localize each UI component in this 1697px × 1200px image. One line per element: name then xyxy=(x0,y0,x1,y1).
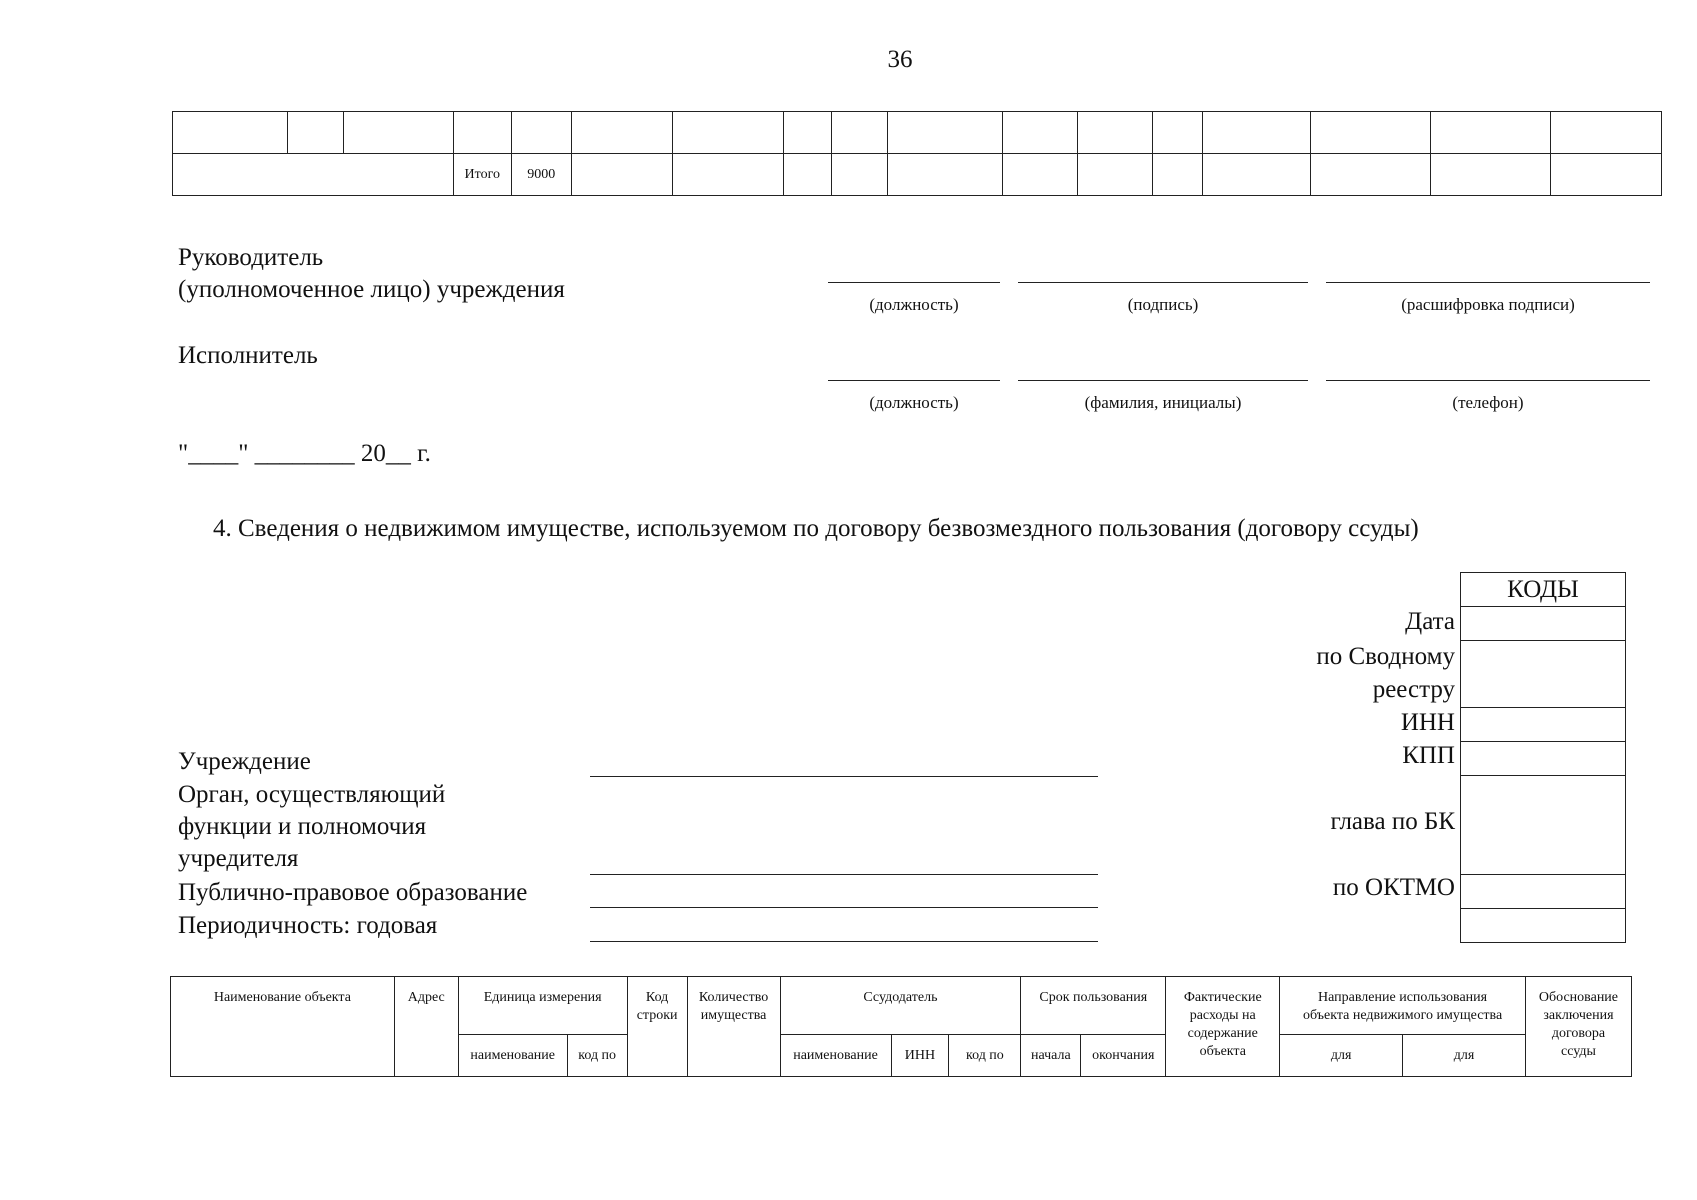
col-expenses xyxy=(1166,977,1280,1077)
institution-line xyxy=(590,776,1098,777)
col-unit: Единица измерения xyxy=(458,977,627,1035)
col-address: Адрес xyxy=(394,977,458,1077)
executor-position-line xyxy=(828,380,1000,381)
section-title: 4. Сведения о недвижимом имуществе, используемом по договору безвозмездного пользования (договору ссуды) xyxy=(213,515,1419,542)
head-label-2: (уполномоченное лицо) учреждения xyxy=(178,276,565,303)
col-basis-3: договора xyxy=(1551,1026,1606,1041)
property-table-header xyxy=(170,976,1632,1077)
position-line xyxy=(828,282,1000,283)
caption-signature-decode: (расшифровка подписи) xyxy=(1401,295,1575,314)
col-row-code xyxy=(627,977,687,1077)
code-chapter-cell xyxy=(1461,776,1626,875)
code-date-cell xyxy=(1461,607,1626,641)
signature-decode-line xyxy=(1326,282,1650,283)
col-basis xyxy=(1525,977,1631,1077)
col-expenses-2: расходы на xyxy=(1189,1008,1256,1023)
total-label: Итого xyxy=(453,154,511,196)
label-organ-2: функции и полномочия xyxy=(178,813,427,840)
total-row xyxy=(173,154,1662,196)
col-expenses-1: Фактические xyxy=(1183,990,1262,1005)
label-kpp: КПП xyxy=(1402,742,1455,769)
executor-name-line xyxy=(1018,380,1308,381)
col-term-start: начала xyxy=(1021,1035,1081,1077)
label-registry-1: по Сводному xyxy=(1316,643,1455,670)
periodicity-line xyxy=(590,941,1098,942)
signature-line xyxy=(1018,282,1308,283)
caption-position: (должность) xyxy=(869,295,959,314)
col-direction-for-1: для xyxy=(1280,1035,1403,1077)
organ-line xyxy=(590,874,1098,875)
top-continuation-table xyxy=(172,111,1662,196)
col-quantity xyxy=(687,977,780,1077)
col-term-end: окончания xyxy=(1081,1035,1166,1077)
caption-executor-phone: (телефон) xyxy=(1452,393,1524,412)
col-lender-name: наименование xyxy=(780,1035,891,1077)
label-organ-1: Орган, осуществляющий xyxy=(178,781,446,808)
col-quantity-1: Количество xyxy=(698,990,769,1005)
col-basis-1: Обоснование xyxy=(1538,990,1619,1005)
col-row-code-2: строки xyxy=(636,1008,678,1023)
label-periodicity: Периодичность: годовая xyxy=(178,912,438,939)
label-institution: Учреждение xyxy=(178,748,311,775)
caption-signature: (подпись) xyxy=(1127,295,1199,314)
code-registry-cell xyxy=(1461,641,1626,708)
codes-table xyxy=(1460,572,1626,943)
col-expenses-4: объекта xyxy=(1199,1044,1246,1059)
code-oktmo-cell xyxy=(1461,875,1626,909)
label-oktmo: по ОКТМО xyxy=(1332,874,1455,901)
head-label: Руководитель xyxy=(178,244,324,271)
col-unit-name: наименование xyxy=(458,1035,567,1077)
col-lender-code: код по xyxy=(949,1035,1021,1077)
caption-executor-name: (фамилия, инициалы) xyxy=(1084,393,1242,412)
public-entity-line xyxy=(590,907,1098,908)
label-chapter: глава по БК xyxy=(1330,808,1455,835)
col-basis-2: заключения xyxy=(1543,1008,1614,1023)
col-object-name: Наименование объекта xyxy=(171,977,395,1077)
col-quantity-2: имущества xyxy=(700,1008,767,1023)
code-extra-cell xyxy=(1461,909,1626,943)
label-inn: ИНН xyxy=(1400,709,1455,736)
label-public-entity: Публично-правовое образование xyxy=(178,879,528,906)
col-direction-2: объекта недвижимого имущества xyxy=(1302,1008,1503,1023)
label-registry-2: реестру xyxy=(1372,676,1455,703)
col-basis-4: ссуды xyxy=(1561,1044,1596,1059)
label-organ-3: учредителя xyxy=(178,845,299,872)
col-direction xyxy=(1280,977,1526,1035)
col-unit-code: код по xyxy=(567,1035,627,1077)
code-inn-cell xyxy=(1461,708,1626,742)
date-line: "____" ________ 20__ г. xyxy=(178,440,431,467)
col-direction-1: Направление использования xyxy=(1318,990,1488,1005)
col-term: Срок пользования xyxy=(1021,977,1166,1035)
executor-phone-line xyxy=(1326,380,1650,381)
codes-header: КОДЫ xyxy=(1461,573,1626,607)
col-lender: Ссудодатель xyxy=(780,977,1021,1035)
table-row xyxy=(171,977,1632,1035)
col-expenses-3: содержание xyxy=(1187,1026,1258,1041)
caption-executor-position: (должность) xyxy=(869,393,959,412)
executor-label: Исполнитель xyxy=(178,342,318,369)
col-row-code-1: Код xyxy=(645,990,669,1005)
label-date: Дата xyxy=(1405,608,1455,635)
table-row xyxy=(173,112,1662,154)
page-number: 36 xyxy=(887,46,913,73)
col-direction-for-2: для xyxy=(1403,1035,1526,1077)
total-code: 9000 xyxy=(511,154,571,196)
col-lender-inn: ИНН xyxy=(891,1035,949,1077)
code-kpp-cell xyxy=(1461,742,1626,776)
